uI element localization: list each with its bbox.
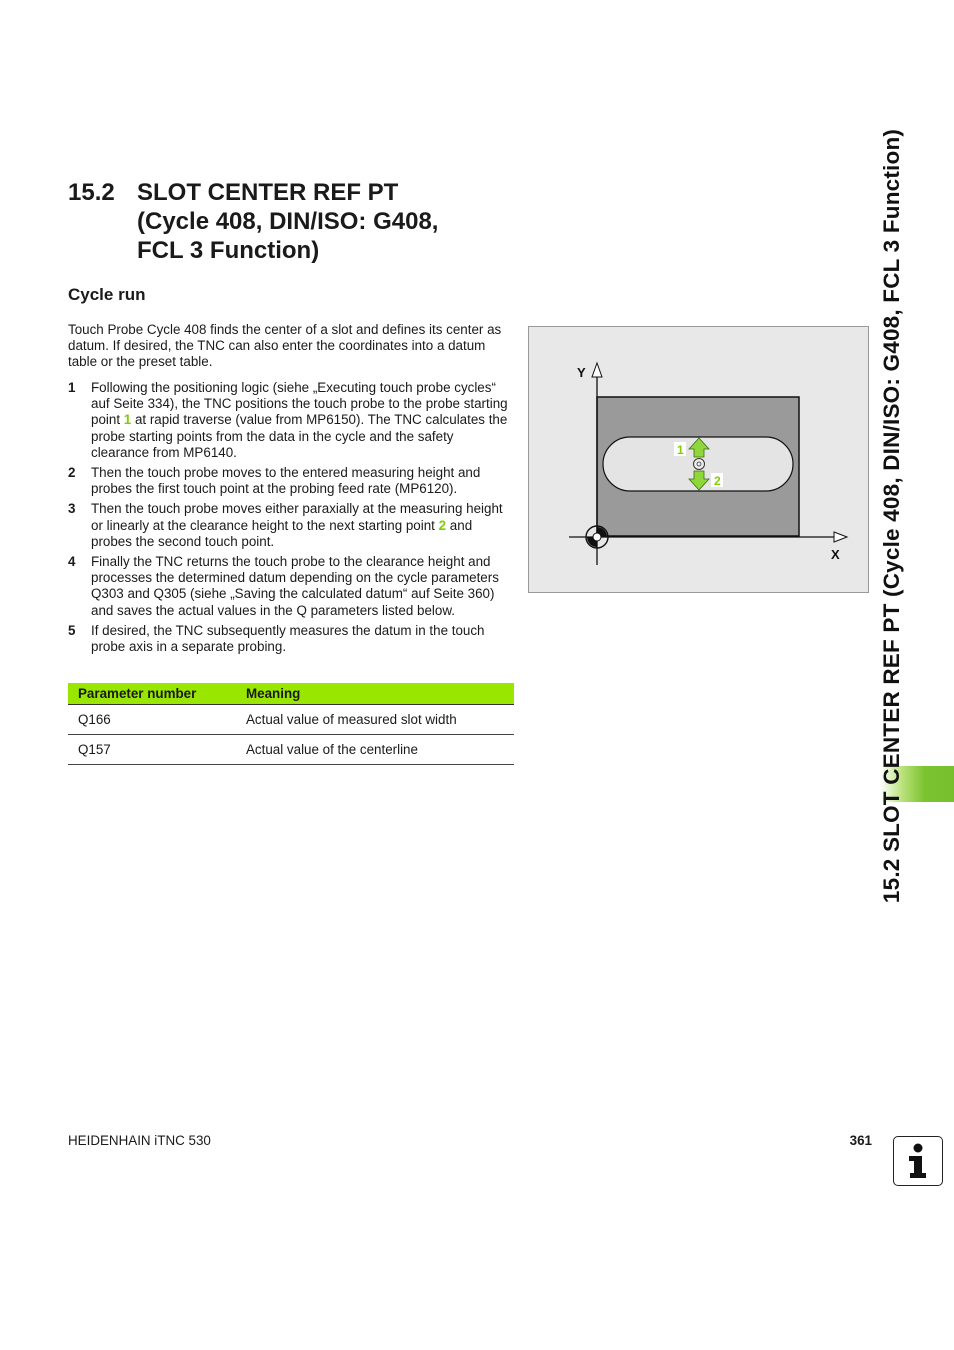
section-title-line: SLOT CENTER REF PT: [137, 179, 399, 206]
list-item: [68, 623, 513, 655]
side-chapter-title-text: 15.2 SLOT CENTER REF PT (Cycle 408, DIN/ISO: G408, FCL 3 Function): [879, 128, 904, 904]
table-row: [68, 705, 514, 735]
info-icon-glyph: [894, 1137, 942, 1185]
step-number: 2: [68, 465, 76, 481]
slot-diagram: [528, 326, 869, 593]
section-title-lines: [137, 178, 438, 265]
step-number: 5: [68, 622, 76, 638]
steps-list: [68, 380, 513, 659]
slot-diagram-svg: [529, 327, 868, 592]
step-text: Then the touch probe moves either paraxially at the measuring height or linearly at the clearance height to the next starting point 2 and probes the second touch point.: [91, 501, 503, 549]
list-item: [68, 501, 513, 550]
intro-paragraph: Touch Probe Cycle 408 finds the center of a slot and defines its center as datum. If desired, the TNC can also enter the coordinates into a datum table or the preset table.: [68, 322, 502, 370]
parameter-table: [68, 683, 514, 765]
y-axis-label: Y: [577, 365, 586, 380]
highlight-point: 2: [438, 517, 447, 533]
highlight-point: 1: [123, 412, 132, 428]
table-cell: Q166: [68, 705, 236, 735]
step-text: Then the touch probe moves to the entered measuring height and probes the first touch point at the probing feed rate (MP6120).: [91, 465, 481, 497]
list-item: [68, 465, 513, 497]
page-number: 361: [849, 1133, 872, 1148]
table-row: [68, 735, 514, 765]
info-icon: [893, 1136, 943, 1186]
step-text: Finally the TNC returns the touch probe to the clearance height and processes the determined datum depending on the cycle parameters Q303 and Q305 (siehe „Saving the calculated datum“ auf Seite 360) and saves the actual values in the Q parameters listed below.: [91, 554, 499, 618]
point-label-2: 2: [714, 474, 721, 488]
column-header: Meaning: [236, 683, 514, 705]
step-number: 4: [68, 554, 76, 570]
point-label-1: 1: [677, 443, 684, 457]
step-number: 1: [68, 380, 76, 395]
table-cell: Q157: [68, 735, 236, 765]
step-number: 3: [68, 501, 76, 517]
datum-symbol-center: [593, 533, 601, 541]
subheading-cycle-run: Cycle run: [68, 285, 146, 304]
table-cell: Actual value of the centerline: [236, 735, 514, 765]
footer-product-name: HEIDENHAIN iTNC 530: [68, 1133, 211, 1148]
x-axis-label: X: [831, 547, 840, 562]
y-axis-arrow: [592, 363, 602, 377]
step-text: Following the positioning logic (siehe „Executing touch probe cycles“ auf Seite 334), the TNC positions the touch probe to the probe starting point 1 at rapid traverse (value from MP6150). The TNC calculates the probe starting points from the data in the cycle and the safety clearance from MP6140.: [91, 380, 508, 460]
table-header-row: [68, 683, 514, 705]
section-title-line: (Cycle 408, DIN/ISO: G408,: [137, 208, 439, 235]
table-cell: Actual value of measured slot width: [236, 705, 514, 735]
column-header: Parameter number: [68, 683, 236, 705]
list-item: [68, 554, 513, 619]
step-text: If desired, the TNC subsequently measures the datum in the touch probe axis in a separate probing.: [91, 622, 485, 655]
x-axis-arrow: [834, 532, 847, 542]
section-number: 15.2: [68, 179, 115, 206]
list-item: [68, 380, 513, 461]
probe-center-symbol: [694, 459, 705, 470]
section-title-line: FCL 3 Function): [137, 237, 320, 264]
